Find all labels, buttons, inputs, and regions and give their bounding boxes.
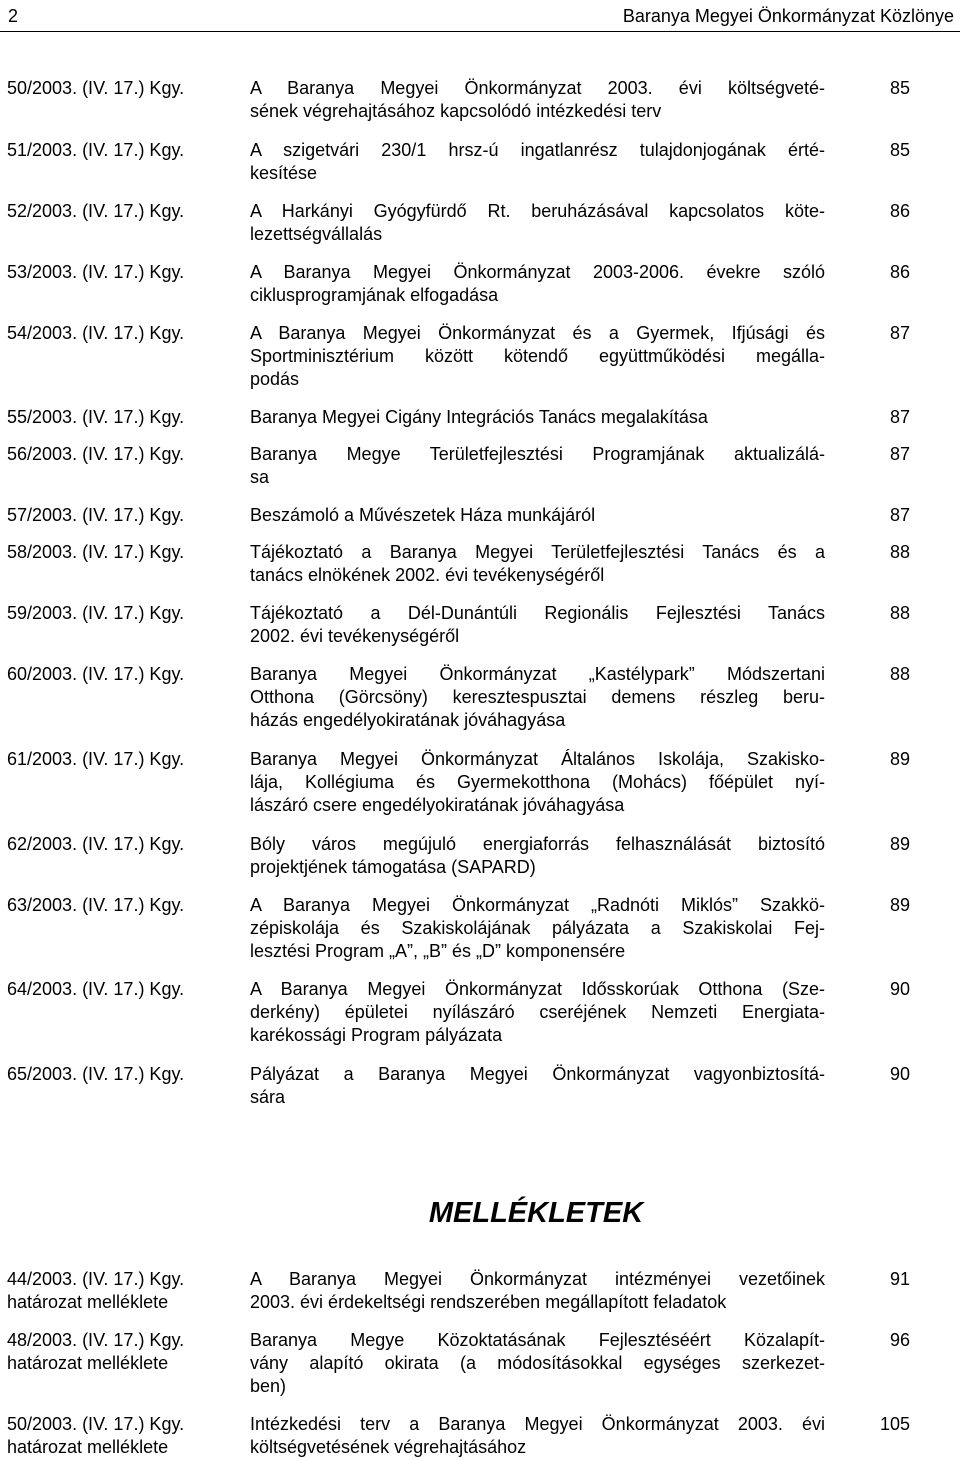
annex-resolution-number: 50/2003. (IV. 17.) Kgy. [7,1414,185,1434]
resolution-title [250,894,825,963]
page-reference: 86 [889,201,910,221]
annex-resolution-number: 44/2003. (IV. 17.) Kgy. [7,1269,185,1289]
entry-text-line: Baranya Megyei Cigány Integrációs Tanács megalakítása [250,407,708,427]
resolution-number: 52/2003. (IV. 17.) Kgy. [7,201,185,221]
entry-text-line: A Baranya Megyei Önkormányzat 2003-2006. évekre szóló [250,262,825,282]
page-reference: 88 [889,542,910,562]
page-reference: 85 [889,78,910,98]
page-reference: 87 [889,407,910,427]
resolution-number: 55/2003. (IV. 17.) Kgy. [7,407,185,427]
entry-text-line: lezettségvállalás [250,224,383,244]
annex-label: határozat melléklete [7,1292,169,1312]
entry-text-line: A Baranya Megyei Önkormányzat Idősskorúak Otthona (Sze- [250,979,825,999]
resolution-number: 59/2003. (IV. 17.) Kgy. [7,603,185,623]
page-reference: 86 [889,262,910,282]
resolution-title [250,261,825,307]
entry-text-line: karékossági Program pályázata [250,1025,503,1045]
entry-text-line: zépiskolája és Szakiskolájának pályázata a Szakiskolai Fej- [250,918,825,938]
entry-text-line: Baranya Megyei Önkormányzat „Kastélypark” Módszertani [250,664,825,684]
entry-text-line: A Baranya Megyei Önkormányzat intézményei vezetőinek [250,1269,825,1289]
resolution-title [250,602,825,648]
page-number: 2 [8,6,19,26]
entry-text-line: lászáró csere engedélyokiratának jóváhagyása [250,795,625,815]
entry-text-line: Sportminisztérium között kötendő együttműködési megálla- [250,346,825,366]
entry-text-line: vány alapító okirata (a módosításokkal egységes szerkezet- [250,1353,825,1373]
resolution-number: 64/2003. (IV. 17.) Kgy. [7,979,185,999]
entry-text-line: Baranya Megyei Önkormányzat Általános Iskolája, Szakisko- [250,749,825,769]
entry-text-line: derkény) épületei nyílászáró cseréjének Nemzeti Energiata- [250,1002,825,1022]
entry-text-line: podás [250,369,300,389]
page-header [0,0,960,32]
entry-text-line: lája, Kollégiuma és Gyermekotthona (Mohács) főépület nyí- [250,772,825,792]
publication-title: Baranya Megyei Önkormányzat Közlönye [622,6,954,26]
resolution-number: 63/2003. (IV. 17.) Kgy. [7,895,185,915]
resolution-title [250,541,825,587]
page-reference: 87 [889,323,910,343]
entry-text-line: A Baranya Megyei Önkormányzat „Radnóti Miklós” Szakkö- [250,895,825,915]
entry-text-line: Baranya Megye Területfejlesztési Programjának aktualizálá- [250,444,825,464]
entry-text-line: Tájékoztató a Dél-Dunántúli Regionális Fejlesztési Tanács [250,603,825,623]
entry-text-line: Beszámoló a Művészetek Háza munkájáról [250,505,596,525]
entry-text-line: 2002. évi tevékenységéről [250,626,460,646]
resolution-title [250,1063,825,1109]
entry-text-line: sára [250,1087,286,1107]
resolution-title [250,748,825,817]
page-reference: 90 [889,1064,910,1084]
annex-label: határozat melléklete [7,1353,169,1373]
entry-text-line: A szigetvári 230/1 hrsz-ú ingatlanrész tulajdonjogának érté- [250,140,825,160]
resolution-title [250,663,825,732]
resolution-title [250,322,825,391]
resolution-title [250,406,825,429]
resolution-number: 62/2003. (IV. 17.) Kgy. [7,834,185,854]
entry-text-line: Otthona (Görcsöny) keresztespusztai demens részleg beru- [250,687,825,707]
page-reference: 89 [889,834,910,854]
resolution-title [250,77,825,123]
page-reference: 90 [889,979,910,999]
annex-reference [7,1268,184,1314]
entry-text-line: Tájékoztató a Baranya Megyei Területfejlesztési Tanács és a [250,542,825,562]
annex-title [250,1329,825,1398]
entry-text-line: 2003. évi érdekeltségi rendszerében megállapított feladatok [250,1292,727,1312]
entry-text-line: projektjének támogatása (SAPARD) [250,857,536,877]
entry-text-line: ciklusprogramjának elfogadása [250,285,499,305]
annex-resolution-number: 48/2003. (IV. 17.) Kgy. [7,1330,185,1350]
entry-text-line: Pályázat a Baranya Megyei Önkormányzat vagyonbiztosítá- [250,1064,825,1084]
annex-label: határozat melléklete [7,1437,169,1457]
entry-text-line: A Baranya Megyei Önkormányzat és a Gyermek, Ifjúsági és [250,323,825,343]
page-reference: 89 [889,895,910,915]
entry-text-line: házás engedélyokiratának jóváhagyása [250,710,566,730]
annex-title [250,1413,825,1459]
entry-text-line: tanács elnökének 2002. évi tevékenységéről [250,565,605,585]
entry-text-line: sa [250,467,270,487]
resolution-title [250,978,825,1047]
annex-title [250,1268,825,1314]
page-reference: 91 [889,1269,910,1289]
entry-text-line: lesztési Program „A”, „B” és „D” komponensére [250,941,626,961]
annex-reference [7,1413,184,1459]
entry-text-line: Intézkedési terv a Baranya Megyei Önkormányzat 2003. évi [250,1414,825,1434]
entry-text-line: ben) [250,1376,287,1396]
page-reference: 88 [889,664,910,684]
resolution-number: 65/2003. (IV. 17.) Kgy. [7,1064,185,1084]
entry-text-line: Bóly város megújuló energiaforrás felhasználását biztosító [250,834,825,854]
page-reference: 85 [889,140,910,160]
page-reference: 87 [889,505,910,525]
section-title: MELLÉKLETEK [428,1197,644,1229]
resolution-title [250,139,825,185]
resolution-number: 57/2003. (IV. 17.) Kgy. [7,505,185,525]
entry-text-line: Baranya Megye Közoktatásának Fejlesztéséért Közalapít- [250,1330,825,1350]
page-reference: 89 [889,749,910,769]
resolution-number: 58/2003. (IV. 17.) Kgy. [7,542,185,562]
annex-reference [7,1329,184,1375]
page-reference: 105 [879,1414,910,1434]
resolution-number: 54/2003. (IV. 17.) Kgy. [7,323,185,343]
resolution-number: 56/2003. (IV. 17.) Kgy. [7,444,185,464]
entry-text-line: költségvetésének végrehajtásához [250,1437,527,1457]
entry-text-line: sének végrehajtásához kapcsolódó intézkedési terv [250,101,662,121]
resolution-number: 51/2003. (IV. 17.) Kgy. [7,140,185,160]
resolution-title [250,504,825,527]
page-reference: 87 [889,444,910,464]
resolution-number: 61/2003. (IV. 17.) Kgy. [7,749,185,769]
page-reference: 96 [889,1330,910,1350]
resolution-number: 60/2003. (IV. 17.) Kgy. [7,664,185,684]
entry-text-line: A Harkányi Gyógyfürdő Rt. beruházásával kapcsolatos köte- [250,201,825,221]
resolution-number: 50/2003. (IV. 17.) Kgy. [7,78,185,98]
entry-text-line: A Baranya Megyei Önkormányzat 2003. évi költségveté- [250,78,825,98]
entry-text-line: kesítése [250,163,318,183]
page-reference: 88 [889,603,910,623]
resolution-number: 53/2003. (IV. 17.) Kgy. [7,262,185,282]
resolution-title [250,200,825,246]
resolution-title [250,443,825,489]
resolution-title [250,833,825,879]
